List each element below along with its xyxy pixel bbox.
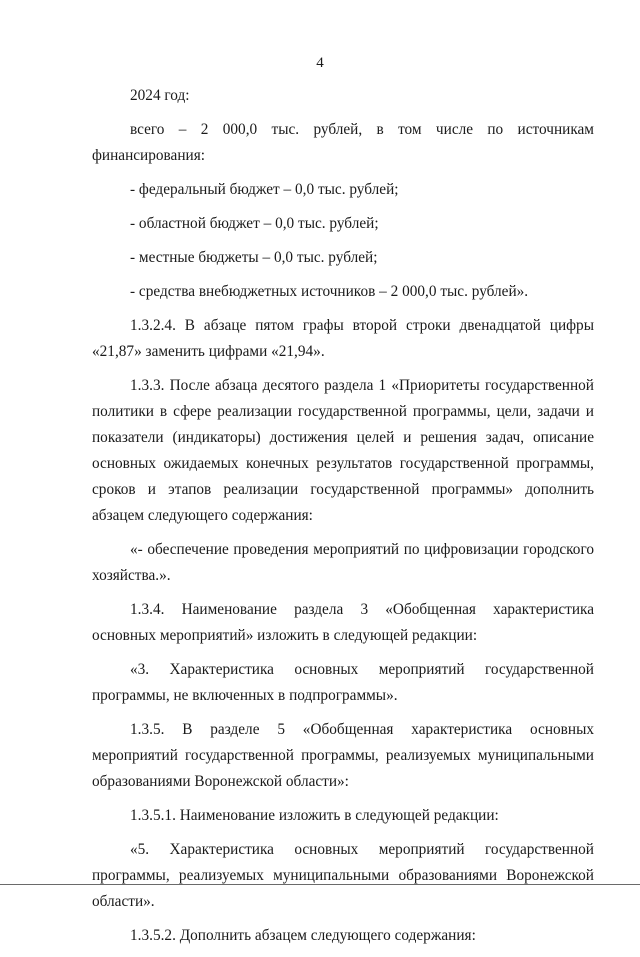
paragraph-extrabudgetary: - средства внебюджетных источников – 2 000,0 тыс. рублей».: [130, 283, 529, 300]
paragraph-1-3-3: 1.3.3. После абзаца десятого раздела 1 «Приоритеты государственной политики в сфере реализации государственной программы, цели, задачи и показатели (индикаторы) достижения целей и решения задач, описание основных ожидаемых конечных результатов государственной программы, сроков и этапов реализации государственной программы» дополнить абзацем следующего содержания:: [92, 377, 594, 524]
paragraph-1-3-4: 1.3.4. Наименование раздела 3 «Обобщенная характеристика основных мероприятий» изложить в следующей редакции:: [92, 601, 594, 644]
page-number: 4: [316, 55, 324, 71]
paragraph-section-3-title: «3. Характеристика основных мероприятий государственной программы, не включенных в подпрограммы».: [92, 661, 594, 704]
document-body: [92, 83, 594, 957]
paragraph-1-3-5: 1.3.5. В разделе 5 «Обобщенная характеристика основных мероприятий государственной программы, реализуемых муниципальными образованиями Воронежской области»:: [92, 721, 594, 790]
paragraph-local-budgets: - местные бюджеты – 0,0 тыс. рублей;: [130, 249, 378, 266]
bottom-edge-line: [0, 884, 640, 885]
paragraph-total-funding: всего – 2 000,0 тыс. рублей, в том числе по источникам финансирования:: [92, 121, 594, 164]
paragraph-1-3-5-1: 1.3.5.1. Наименование изложить в следующей редакции:: [130, 807, 499, 824]
paragraph-digitalization-quote: «- обеспечение проведения мероприятий по цифровизации городского хозяйства.».: [92, 541, 594, 584]
paragraph-1-3-5-2: 1.3.5.2. Дополнить абзацем следующего содержания:: [130, 927, 476, 944]
paragraph-year-heading: 2024 год:: [130, 87, 190, 104]
paragraph-1-3-2-4: 1.3.2.4. В абзаце пятом графы второй строки двенадцатой цифры «21,87» заменить цифрами «21,94».: [92, 317, 594, 360]
paragraph-federal-budget: - федеральный бюджет – 0,0 тыс. рублей;: [130, 181, 399, 198]
paragraph-regional-budget: - областной бюджет – 0,0 тыс. рублей;: [130, 215, 379, 232]
paragraph-section-5-title: «5. Характеристика основных мероприятий государственной программы, реализуемых муниципальными образованиями Воронежской области».: [92, 841, 594, 910]
